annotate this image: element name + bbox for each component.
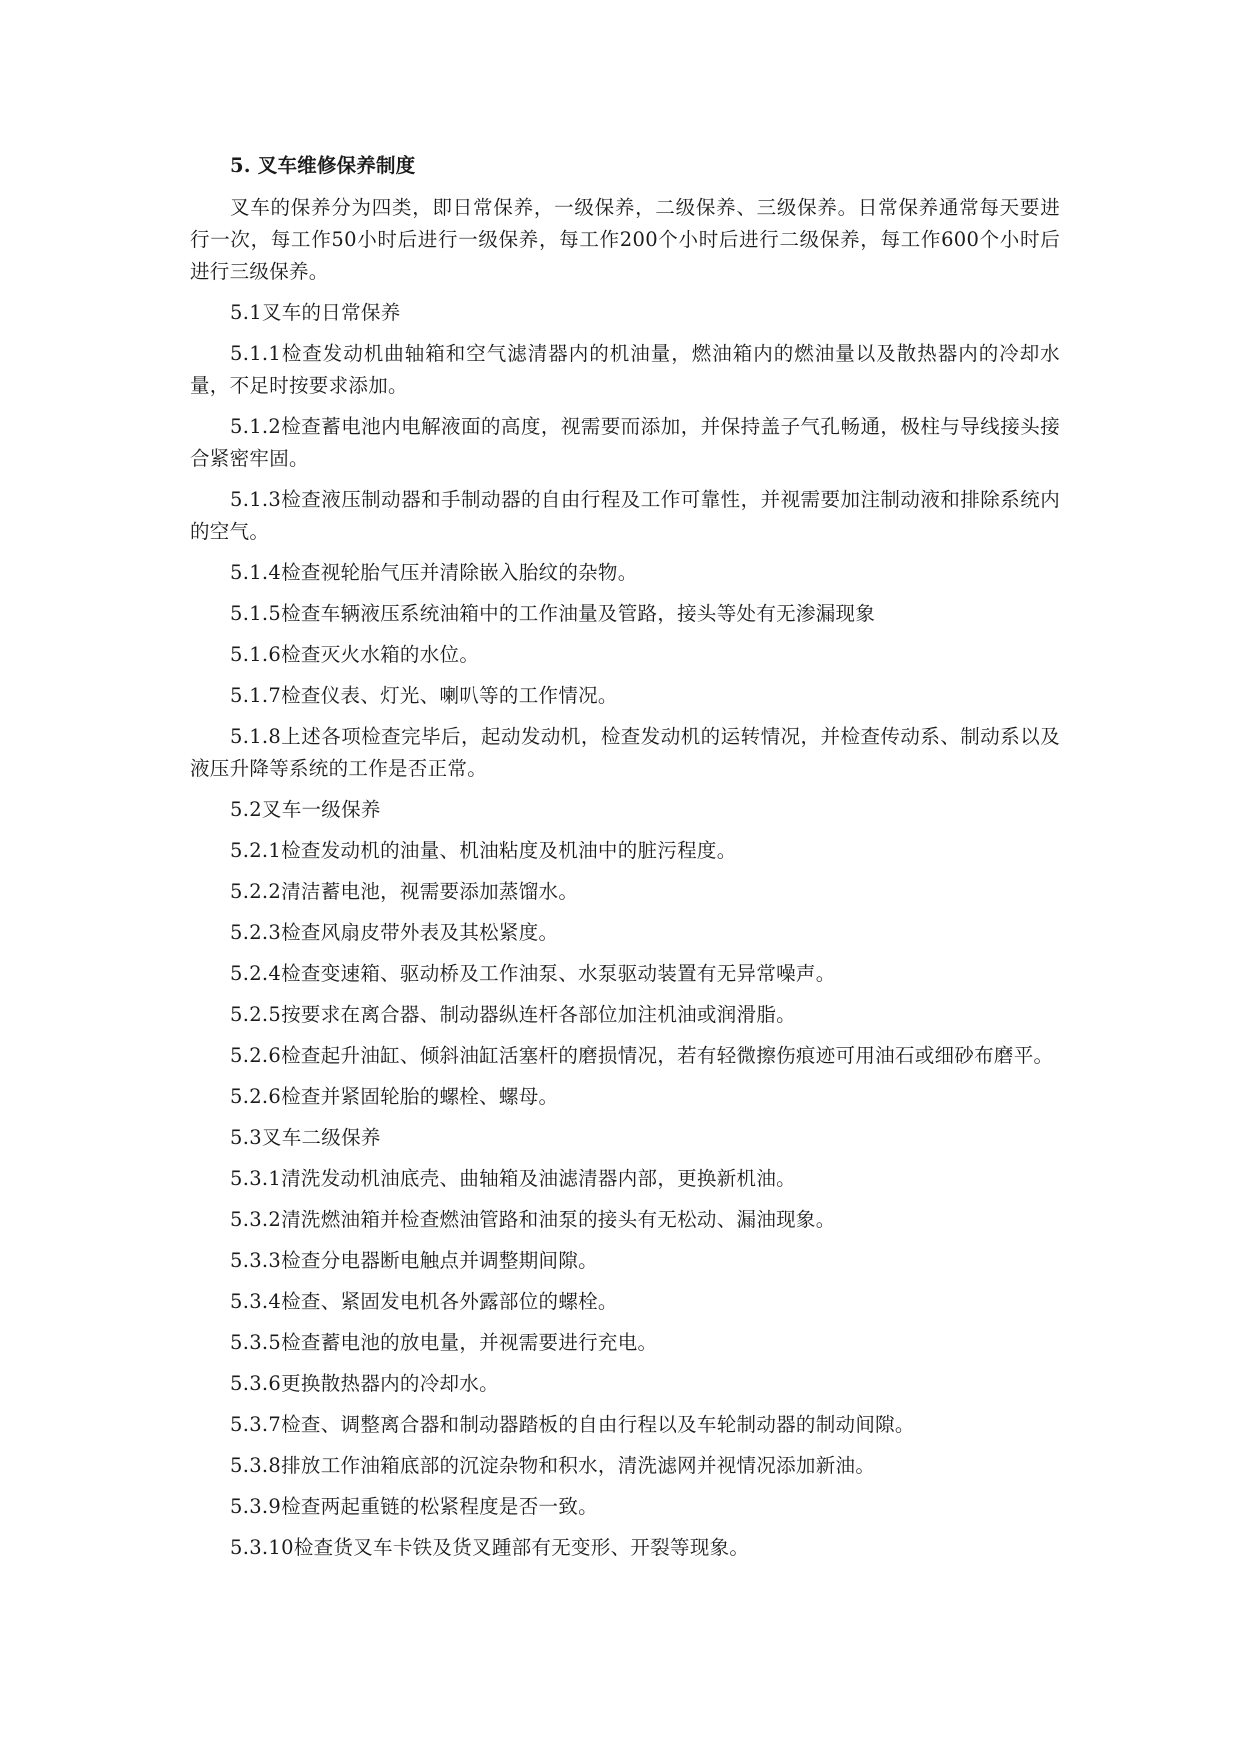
subsection-title-5-2: 5.2叉车一级保养: [230, 798, 381, 821]
subsection-title-5-3: 5.3叉车二级保养: [230, 1126, 381, 1149]
item-5-1-2: 5.1.2检查蓄电池内电解液面的高度，视需要而添加，并保持盖子气孔畅通，极柱与导线接头接合紧密牢固。: [190, 415, 1060, 470]
item-5-1-5: 5.1.5检查车辆液压系统油箱中的工作油量及管路，接头等处有无渗漏现象: [230, 602, 876, 625]
item-5-2-2: 5.2.2清洁蓄电池，视需要添加蒸馏水。: [230, 880, 579, 903]
item-5-1-1: 5.1.1检查发动机曲轴箱和空气滤清器内的机油量，燃油箱内的燃油量以及散热器内的冷却水量，不足时按要求添加。: [190, 342, 1060, 397]
item-5-1-8: 5.1.8上述各项检查完毕后，起动发动机，检查发动机的运转情况，并检查传动系、制动系以及液压升降等系统的工作是否正常。: [190, 725, 1060, 780]
item-5-2-6a: 5.2.6检查起升油缸、倾斜油缸活塞杆的磨损情况，若有轻微擦伤痕迹可用油石或细砂布磨平。: [230, 1044, 1054, 1067]
item-5-3-6: 5.3.6更换散热器内的冷却水。: [230, 1372, 499, 1395]
subsection-title-5-1: 5.1叉车的日常保养: [230, 301, 401, 324]
item-5-3-2: 5.3.2清洗燃油箱并检查燃油管路和油泵的接头有无松动、漏油现象。: [230, 1208, 836, 1231]
item-5-3-3: 5.3.3检查分电器断电触点并调整期间隙。: [230, 1249, 598, 1272]
item-5-1-3: 5.1.3检查液压制动器和手制动器的自由行程及工作可靠性，并视需要加注制动液和排除系统内的空气。: [190, 488, 1060, 543]
item-5-3-8: 5.3.8排放工作油箱底部的沉淀杂物和积水，清洗滤网并视情况添加新油。: [230, 1454, 876, 1477]
item-5-1-7: 5.1.7检查仪表、灯光、喇叭等的工作情况。: [230, 684, 618, 707]
item-5-3-4: 5.3.4检查、紧固发电机各外露部位的螺栓。: [230, 1290, 618, 1313]
item-5-3-7: 5.3.7检查、调整离合器和制动器踏板的自由行程以及车轮制动器的制动间隙。: [230, 1413, 915, 1436]
item-5-2-1: 5.2.1检查发动机的油量、机油粘度及机油中的脏污程度。: [230, 839, 737, 862]
item-5-1-4: 5.1.4检查视轮胎气压并清除嵌入胎纹的杂物。: [230, 561, 638, 584]
intro-paragraph: 叉车的保养分为四类，即日常保养，一级保养，二级保养、三级保养。日常保养通常每天要进行一次，每工作50小时后进行一级保养，每工作200个小时后进行二级保养，每工作600个小时后进行三级保养。: [190, 196, 1060, 283]
item-5-2-5: 5.2.5按要求在离合器、制动器纵连杆各部位加注机油或润滑脂。: [230, 1003, 796, 1026]
item-5-3-9: 5.3.9检查两起重链的松紧程度是否一致。: [230, 1495, 598, 1518]
item-5-1-6: 5.1.6检查灭火水箱的水位。: [230, 643, 480, 666]
item-5-2-4: 5.2.4检查变速箱、驱动桥及工作油泵、水泵驱动装置有无异常噪声。: [230, 962, 836, 985]
item-5-3-10: 5.3.10检查货叉车卡铁及货叉踵部有无变形、开裂等现象。: [230, 1536, 750, 1559]
document-body: [190, 150, 1060, 1573]
item-5-3-5: 5.3.5检查蓄电池的放电量，并视需要进行充电。: [230, 1331, 658, 1354]
section-heading: 5. 叉车维修保养制度: [230, 154, 416, 177]
item-5-2-6b: 5.2.6检查并紧固轮胎的螺栓、螺母。: [230, 1085, 559, 1108]
item-5-2-3: 5.2.3检查风扇皮带外表及其松紧度。: [230, 921, 559, 944]
item-5-3-1: 5.3.1清洗发动机油底壳、曲轴箱及油滤清器内部，更换新机油。: [230, 1167, 796, 1190]
